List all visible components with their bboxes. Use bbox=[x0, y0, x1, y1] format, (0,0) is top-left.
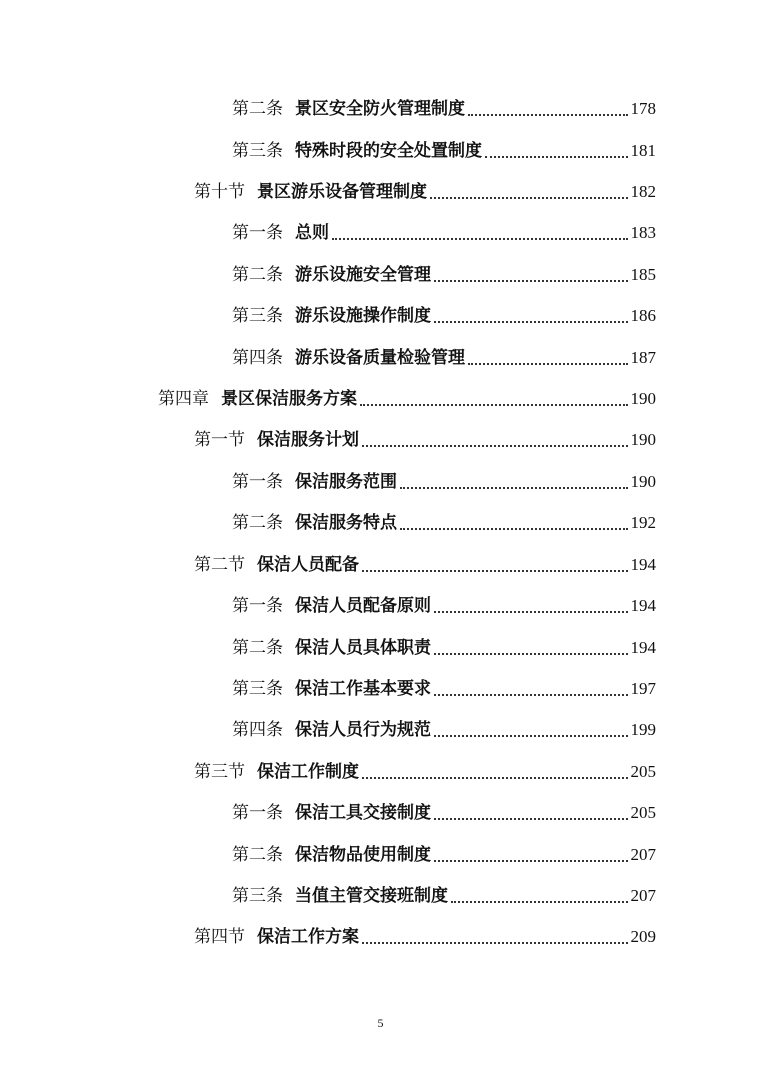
dot-leader bbox=[434, 611, 628, 613]
dot-leader bbox=[434, 653, 628, 655]
toc-entry-page: 207 bbox=[630, 845, 656, 864]
toc-entry-title: 保洁工作基本要求 bbox=[295, 679, 431, 699]
toc-entry[interactable] bbox=[232, 717, 656, 743]
dot-leader bbox=[434, 818, 628, 820]
dot-leader bbox=[468, 363, 628, 365]
toc-entry[interactable] bbox=[158, 386, 656, 412]
dot-leader bbox=[362, 942, 628, 944]
dot-leader bbox=[362, 777, 628, 779]
toc-entry[interactable] bbox=[232, 842, 656, 868]
toc-entry[interactable] bbox=[194, 759, 656, 785]
toc-entry-page: 185 bbox=[630, 265, 656, 284]
toc-entry-title: 保洁服务范围 bbox=[295, 472, 397, 492]
toc-entry-number: 第二条 bbox=[232, 845, 283, 865]
toc-entry[interactable] bbox=[232, 303, 656, 329]
toc-entry-number: 第三条 bbox=[232, 141, 283, 161]
dot-leader bbox=[434, 694, 628, 696]
toc-entry-number: 第一节 bbox=[194, 430, 245, 450]
toc-entry-page: 186 bbox=[630, 306, 656, 325]
toc-entry-page: 207 bbox=[630, 886, 656, 905]
toc-entry-page: 194 bbox=[630, 555, 656, 574]
toc-entry-number: 第四章 bbox=[158, 389, 209, 409]
toc-entry-title: 保洁服务计划 bbox=[257, 430, 359, 450]
toc-entry[interactable] bbox=[232, 138, 656, 164]
toc-entry-title: 游乐设备质量检验管理 bbox=[295, 348, 465, 368]
toc-entry[interactable] bbox=[232, 593, 656, 619]
toc-entry-page: 182 bbox=[630, 182, 656, 201]
toc-entry-title: 景区游乐设备管理制度 bbox=[257, 182, 427, 202]
toc-entry[interactable] bbox=[194, 552, 656, 578]
toc-entry-number: 第三条 bbox=[232, 886, 283, 906]
toc-entry-title: 保洁工具交接制度 bbox=[295, 803, 431, 823]
toc-entry-title: 保洁工作制度 bbox=[257, 762, 359, 782]
toc-entry-number: 第二条 bbox=[232, 513, 283, 533]
toc-entry-title: 游乐设施安全管理 bbox=[295, 265, 431, 285]
page-number: 5 bbox=[377, 1016, 384, 1030]
dot-leader bbox=[434, 860, 628, 862]
toc-entry-page: 205 bbox=[630, 762, 656, 781]
dot-leader bbox=[468, 114, 628, 116]
dot-leader bbox=[485, 156, 628, 158]
toc-entry-number: 第三条 bbox=[232, 679, 283, 699]
toc-entry-page: 194 bbox=[630, 638, 656, 657]
toc-entry-page: 197 bbox=[630, 679, 656, 698]
toc-entry[interactable] bbox=[232, 469, 656, 495]
toc-entry[interactable] bbox=[194, 179, 656, 205]
dot-leader bbox=[451, 901, 628, 903]
toc-entry-number: 第十节 bbox=[194, 182, 245, 202]
dot-leader bbox=[434, 280, 628, 282]
toc-entry-title: 保洁服务特点 bbox=[295, 513, 397, 533]
toc-entry-title: 当值主管交接班制度 bbox=[295, 886, 448, 906]
toc-entry[interactable] bbox=[232, 800, 656, 826]
toc-entry-page: 190 bbox=[630, 389, 656, 408]
toc-entry-title: 保洁物品使用制度 bbox=[295, 845, 431, 865]
toc-entry[interactable] bbox=[232, 220, 656, 246]
toc-entry-page: 181 bbox=[630, 141, 656, 160]
toc-entry-number: 第四条 bbox=[232, 348, 283, 368]
dot-leader bbox=[434, 735, 628, 737]
toc-entry-page: 199 bbox=[630, 720, 656, 739]
dot-leader bbox=[400, 487, 628, 489]
toc-entry-page: 190 bbox=[630, 430, 656, 449]
dot-leader bbox=[362, 570, 628, 572]
toc-entry-title: 保洁人员配备原则 bbox=[295, 596, 431, 616]
toc-entry[interactable] bbox=[232, 96, 656, 122]
toc-entry-number: 第二条 bbox=[232, 99, 283, 119]
toc-entry[interactable] bbox=[194, 924, 656, 950]
toc-entry-title: 游乐设施操作制度 bbox=[295, 306, 431, 326]
toc-entry-page: 190 bbox=[630, 472, 656, 491]
toc-entry-title: 保洁工作方案 bbox=[257, 927, 359, 947]
dot-leader bbox=[360, 404, 628, 406]
toc-entry-title: 保洁人员具体职责 bbox=[295, 638, 431, 658]
dot-leader bbox=[332, 238, 628, 240]
toc-entry-number: 第四条 bbox=[232, 720, 283, 740]
toc-entry-number: 第一条 bbox=[232, 223, 283, 243]
toc-entry[interactable] bbox=[232, 262, 656, 288]
toc-entry-page: 178 bbox=[630, 99, 656, 118]
toc-entry-number: 第二节 bbox=[194, 555, 245, 575]
toc-entry-number: 第一条 bbox=[232, 472, 283, 492]
toc-entry-title: 保洁人员配备 bbox=[257, 555, 359, 575]
toc-entry-page: 187 bbox=[630, 348, 656, 367]
toc-entry-page: 183 bbox=[630, 223, 656, 242]
toc-entry-number: 第二条 bbox=[232, 638, 283, 658]
toc-entry[interactable] bbox=[232, 510, 656, 536]
dot-leader bbox=[362, 445, 628, 447]
toc-entry-title: 特殊时段的安全处置制度 bbox=[295, 141, 482, 161]
toc-entry[interactable] bbox=[232, 345, 656, 371]
toc-entry-title: 景区安全防火管理制度 bbox=[295, 99, 465, 119]
dot-leader bbox=[434, 321, 628, 323]
toc-entry[interactable] bbox=[232, 635, 656, 661]
toc-entry[interactable] bbox=[232, 676, 656, 702]
toc-entry[interactable] bbox=[232, 883, 656, 909]
toc-entry-page: 194 bbox=[630, 596, 656, 615]
toc-entry-page: 205 bbox=[630, 803, 656, 822]
toc-entry-title: 景区保洁服务方案 bbox=[221, 389, 357, 409]
toc-entry-page: 192 bbox=[630, 513, 656, 532]
toc-entry[interactable] bbox=[194, 427, 656, 453]
dot-leader bbox=[430, 197, 628, 199]
toc-entry-title: 保洁人员行为规范 bbox=[295, 720, 431, 740]
dot-leader bbox=[400, 528, 628, 530]
toc-entry-number: 第一条 bbox=[232, 596, 283, 616]
toc-entry-page: 209 bbox=[630, 927, 656, 946]
toc-entry-number: 第三节 bbox=[194, 762, 245, 782]
toc-entry-number: 第三条 bbox=[232, 306, 283, 326]
toc-entry-number: 第一条 bbox=[232, 803, 283, 823]
toc-entry-title: 总则 bbox=[295, 223, 329, 243]
toc-entry-number: 第二条 bbox=[232, 265, 283, 285]
toc-entry-number: 第四节 bbox=[194, 927, 245, 947]
